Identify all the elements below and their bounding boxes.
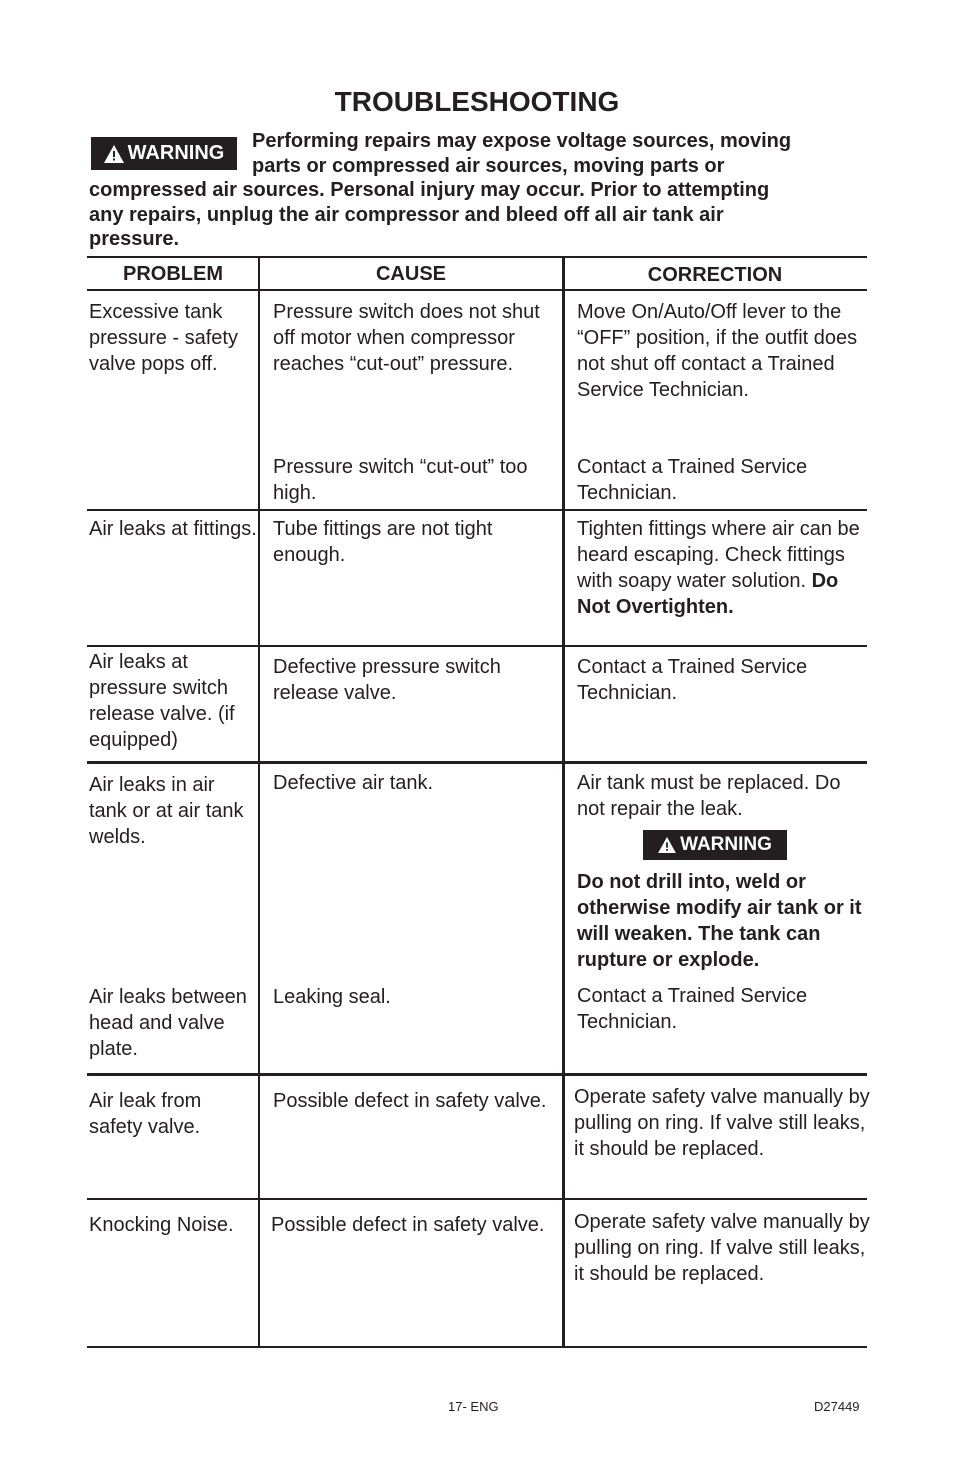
correction-cell: Air tank must be replaced. Do not repair the leak.	[577, 772, 841, 820]
cause-cell: Possible defect in safety valve.	[271, 1214, 545, 1236]
correction-cell: Operate safety valve manually by pulling on ring. If valve still leaks, it should be replaced.	[574, 1086, 870, 1160]
cause-cell: Leaking seal.	[273, 986, 391, 1008]
correction-cell	[577, 516, 864, 620]
header-correction: CORRECTION	[647, 264, 783, 286]
problem-cell: Air leaks at pressure switch release valve. (if equipped)	[89, 651, 235, 751]
correction-cell: Contact a Trained Service Technician.	[577, 456, 808, 504]
cause-cell: Defective air tank.	[273, 772, 434, 794]
warning-label: WARNING	[680, 834, 772, 855]
correction-emphasis: Do Not Overtighten.	[577, 570, 839, 618]
document-id: D27449	[814, 1399, 860, 1414]
page-title: TROUBLESHOOTING	[334, 86, 620, 117]
problem-cell: Air leak from safety valve.	[89, 1090, 202, 1138]
row-rule	[87, 645, 867, 647]
row-rule	[87, 509, 867, 511]
table-top-rule	[87, 256, 867, 258]
warning-label: WARNING	[127, 142, 225, 164]
page-number: 17- ENG	[448, 1399, 499, 1414]
problem-cell: Air leaks between head and valve plate.	[89, 986, 247, 1060]
warning-triangle-icon	[104, 145, 124, 163]
cause-cell: Tube fittings are not tight enough.	[273, 518, 493, 566]
correction-cell: Move On/Auto/Off lever to the “OFF” position, if the outfit does not shut off contact a Trained Service Technician.	[577, 301, 858, 401]
correction-cell: Contact a Trained Service Technician.	[577, 656, 808, 704]
cause-cell: Defective pressure switch release valve.	[273, 656, 501, 704]
header-rule	[87, 289, 867, 291]
correction-cell: Contact a Trained Service Technician.	[577, 985, 808, 1033]
problem-cell: Air leaks at fittings.	[89, 518, 257, 540]
correction-text: Tighten fittings where air can be heard escaping. Check fittings with soapy water solution.	[577, 518, 860, 592]
warning-intro-line1: Performing repairs may expose voltage sources, moving parts or compressed air sources, moving parts or	[252, 130, 792, 177]
row-rule	[87, 1073, 867, 1076]
table-bottom-rule	[87, 1346, 867, 1348]
cause-cell: Possible defect in safety valve.	[273, 1090, 547, 1112]
header-cause: CAUSE	[375, 263, 446, 285]
row-rule	[87, 1198, 867, 1200]
row-rule	[87, 761, 867, 764]
correction-cell: Operate safety valve manually by pulling on ring. If valve still leaks, it should be replaced.	[574, 1211, 870, 1285]
header-problem: PROBLEM	[123, 263, 223, 285]
cause-cell: Pressure switch “cut-out” too high.	[273, 456, 528, 504]
problem-cell: Air leaks in air tank or at air tank welds.	[89, 774, 244, 848]
warning-badge	[91, 137, 237, 170]
warning-text: Do not drill into, weld or otherwise modify air tank or it will weaken. The tank can rupture or explode.	[577, 871, 862, 971]
column-rule	[562, 256, 565, 1348]
column-rule	[258, 256, 260, 1348]
warning-badge	[643, 830, 787, 860]
problem-cell: Knocking Noise.	[89, 1214, 234, 1236]
warning-triangle-icon	[658, 837, 676, 853]
problem-cell: Excessive tank pressure - safety valve pops off.	[89, 301, 238, 375]
cause-cell: Pressure switch does not shut off motor when compressor reaches “cut-out” pressure.	[273, 301, 540, 375]
warning-intro-line2: compressed air sources. Personal injury may occur. Prior to attempting any repairs, unplug the air compressor and bleed off all air tank air pressure.	[89, 179, 770, 250]
